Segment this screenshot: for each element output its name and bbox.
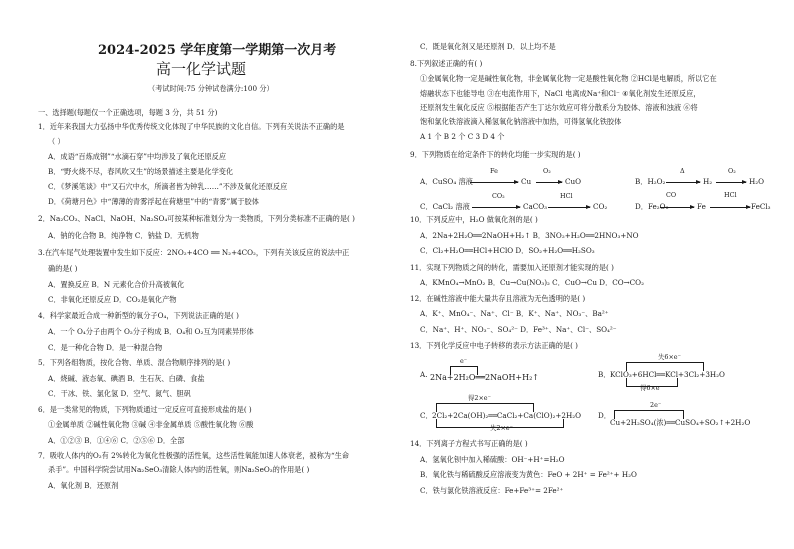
text-line: ①金属氧化物一定是碱性氧化物，非金属氧化物一定是酸性氧化物 ②HCl是电解质，所以它在: [420, 74, 717, 83]
text-line: 熔融状态下也能导电 ③在电流作用下，NaCl 电离成Na⁺和Cl⁻ ④氧化剂发生还原反应，: [420, 89, 701, 98]
q9-c-reagent1: CO₂: [492, 192, 505, 200]
text-line: A．氧化剂 B．还原剂: [48, 481, 119, 490]
text-line: A 1 个 B 2 个 C 3 D 4 个: [420, 132, 505, 141]
q13-c-bottom: 失2×e⁻: [490, 424, 513, 432]
q13-b-top: 失6×e⁻: [658, 353, 681, 361]
q9-c-arrow1: [472, 207, 520, 208]
text-line: C．Na⁺、H⁺、NO₃⁻、SO₄²⁻ D．Fe³⁺、Na⁺、Cl⁻、SO₄²⁻: [420, 325, 617, 334]
q9-b-reagent1: Δ: [680, 167, 685, 175]
text-line: 4．科学家最近合成一种新型的氧分子O₄，下列说法正确的是( ): [38, 311, 239, 320]
text-line: 10．下列反应中，H₂O 做氧化剂的是( ): [410, 215, 538, 224]
text-line: A．置换反应 B．N 元素化合价升高被氧化: [48, 280, 185, 289]
q9-c-mid: CaCO₃: [523, 202, 548, 211]
text-line: C．既是氧化剂又是还原剂 D．以上均不是: [420, 42, 556, 51]
text-line: 5．下列各组物质，按化合物、单质、混合物顺序排列的是( ): [38, 358, 231, 367]
text-line: C．是一种化合物 D．是一种混合物: [48, 343, 163, 352]
exam-title: 2024-2025 学年度第一学期第一次月考: [98, 43, 337, 58]
q9-c-arrow2: [548, 207, 590, 208]
text-line: C．Cl₂+H₂O══HCl+HClO D．SO₂+H₂O══H₂SO₃: [420, 246, 595, 255]
q9-b-prefix: B．H₂O₂: [635, 177, 666, 186]
text-line: 饱和氯化铁溶液滴入稀氢氧化钠溶液中加热，可得氢氧化铁胶体: [420, 117, 622, 126]
text-line: 1．近年来我国大力弘扬中华优秀传统文化体现了中华民族的文化自信。下列有关说法不正确的是: [38, 122, 345, 131]
q9-d-arrow2: [710, 207, 750, 208]
q9-b-mid: H₂: [703, 177, 713, 186]
q9-d-end: FeCl₃: [751, 202, 771, 211]
q9-c-prefix: C．CaCl₂ 溶液: [420, 202, 470, 211]
text-line: 11．实现下列物质之间的转化，需要加入还原剂才能实现的是( ): [410, 263, 614, 272]
q13-d-top: 2e⁻: [650, 401, 662, 409]
q9-c-reagent2: HCl: [560, 192, 573, 200]
q9-b-arrow1: [666, 182, 700, 183]
q9-c-end: CO₂: [593, 202, 608, 211]
text-line: （ ）: [48, 137, 65, 146]
q9-d-prefix: D．Fe₂O₃: [635, 202, 669, 211]
q13-c-top: 得2×e⁻: [468, 394, 491, 402]
q9-d-reagent2: HCl: [724, 191, 737, 199]
text-line: 8.下列叙述正确的有( ): [410, 59, 483, 68]
q13-c-label: C．: [420, 411, 433, 420]
q13-a-electron: e⁻: [460, 357, 468, 365]
text-line: 13．下列化学反应中电子转移的表示方法正确的是( ): [410, 341, 578, 350]
text-line: 6．是一类常见的物质，下列物质通过一定反应可直接形成盐的是( ): [38, 405, 252, 414]
q9-a-arrow1: [470, 182, 518, 183]
text-line: 还原剂发生氧化反应 ⑤根据能否产生丁达尔效应可将分散系分为胶体、溶液和浊液 ⑥将: [420, 103, 698, 112]
q9-a-reagent2: O₂: [543, 167, 551, 175]
subject-title: 高一化学试题: [156, 60, 247, 78]
text-line: 7．吸收人体内的O₂有 2%转化为氧化性极强的活性氧，这些活性氧能加速人体衰老，被称为“生命: [38, 451, 350, 460]
q13-a-label: A.: [420, 370, 428, 379]
text-line: 14．下列离子方程式书写正确的是( ): [410, 439, 528, 448]
q13-d-equation: Cu+2H₂SO₄(浓)══CuSO₄+SO₂↑+2H₂O: [610, 418, 751, 427]
text-line: ①金属单质 ②碱性氧化物 ③碱 ④非金属单质 ⑤酸性氧化物 ⑥酸: [48, 420, 254, 429]
q9-a-prefix: A．CuSO₄ 溶液: [420, 177, 473, 186]
q9-d-arrow1: [660, 207, 694, 208]
text-line: C．铁与氯化铁溶液反应：Fe+Fe³⁺= 2Fe²⁺: [420, 486, 564, 495]
q9-a-reagent1: Fe: [490, 167, 498, 175]
text-line: C．干冰、铁、氯化氢 D．空气、氮气、胆矾: [48, 389, 191, 398]
text-line: A．钠的化合物 B．纯净物 C．钠盐 D．无机物: [48, 231, 199, 240]
q13-b-bottom: 得6×e⁻: [640, 384, 663, 392]
q9-b-reagent2: O₂: [728, 167, 736, 175]
q9-d-mid: Fe: [697, 202, 706, 211]
text-line: A．KMnO₄→MnO₂ B．Cu→Cu(NO₃)₂ C．CuO→Cu D．CO→CO₂: [420, 278, 644, 287]
text-line: C．非氧化还原反应 D．CO₂是氧化产物: [48, 295, 177, 304]
text-line: A．K⁺、MnO₄⁻、Na⁺、Cl⁻ B．K⁺、Na⁺、NO₃⁻、Ba²⁺: [420, 309, 609, 318]
text-line: B．氧化铁与稀硫酸反应溶液变为黄色：FeO + 2H⁺ = Fe²⁺+ H₂O: [420, 470, 637, 479]
q13-d-label: D．: [598, 411, 611, 420]
q13-b-label: B．: [598, 370, 611, 379]
q13-b-equation: KClO₃+6HCl══KCl+3Cl₂+3H₂O: [610, 370, 725, 379]
q9-b-end: H₂O: [749, 177, 765, 186]
text-line: 12．在碱性溶液中能大量共存且溶液为无色透明的是( ): [410, 294, 586, 303]
text-line: A．2Na+2H₂O══2NaOH+H₂↑ B．3NO₂+H₂O══2HNO₃+NO: [420, 231, 639, 240]
q9-a-arrow2: [536, 182, 562, 183]
text-line: D．《荷塘月色》中“薄薄的青雾浮起在荷塘里”中的“青雾”属于胶体: [48, 197, 259, 206]
text-line: 确的是( ): [48, 264, 78, 273]
q9-a-mid: Cu: [521, 177, 532, 186]
text-line: A．①②③ B．①④⑥ C．②⑤⑥ D．全部: [48, 436, 185, 445]
text-line: 一、选择题(每题仅一个正确选项，每题 3 分，共 51 分): [38, 108, 218, 117]
text-line: 3.在汽车尾气处理装置中发生如下反应：2NO₂+4CO ══ N₂+4CO₂，下列有关该反应的说法中正: [38, 248, 350, 257]
q9-a-end: CuO: [565, 177, 582, 186]
text-line: 9．下列物质在给定条件下的转化均能一步实现的是( ): [410, 150, 581, 159]
exam-info: （考试时间:75 分钟试卷满分:100 分）: [148, 84, 274, 93]
text-line: A．烧碱、液态氧、碘酒 B．生石灰、白磷、食盐: [48, 374, 205, 383]
text-line: 2．Na₂CO₃、NaCl、NaOH、Na₂SO₄可按某种标准划分为一类物质，下列分类标准不正确的是( ): [38, 214, 355, 223]
text-line: B．“野火烧不尽，春风吹又生”的场景描述主要是化学变化: [48, 167, 234, 176]
text-line: C．《梦溪笔谈》中“又石穴中水，所滴者皆为钟乳……”不涉及氧化还原反应: [48, 182, 288, 191]
text-line: A．成语“百炼成钢”“水滴石穿”中均涉及了氧化还原反应: [48, 152, 227, 161]
text-line: A．氢氧化钡中加入稀硫酸：OH⁻+H⁺=H₂O: [420, 455, 565, 464]
q9-b-arrow2: [716, 182, 746, 183]
text-line: A．一个 O₄分子由两个 O₂分子构成 B．O₄和 O₂互为同素异形体: [48, 327, 254, 336]
q13-a-equation: 2Na+2H₂O══2NaOH+H₂↑: [430, 373, 540, 382]
text-line: 杀手”。中国科学院尝试用Na₂SeO₃清除人体内的活性氧，则Na₂SeO₃的作用是( ): [48, 465, 310, 474]
q9-d-reagent1: CO: [666, 191, 677, 199]
q13-c-equation: 2Cl₂+2Ca(OH)₂══CaCl₂+Ca(ClO)₂+2H₂O: [432, 411, 582, 420]
